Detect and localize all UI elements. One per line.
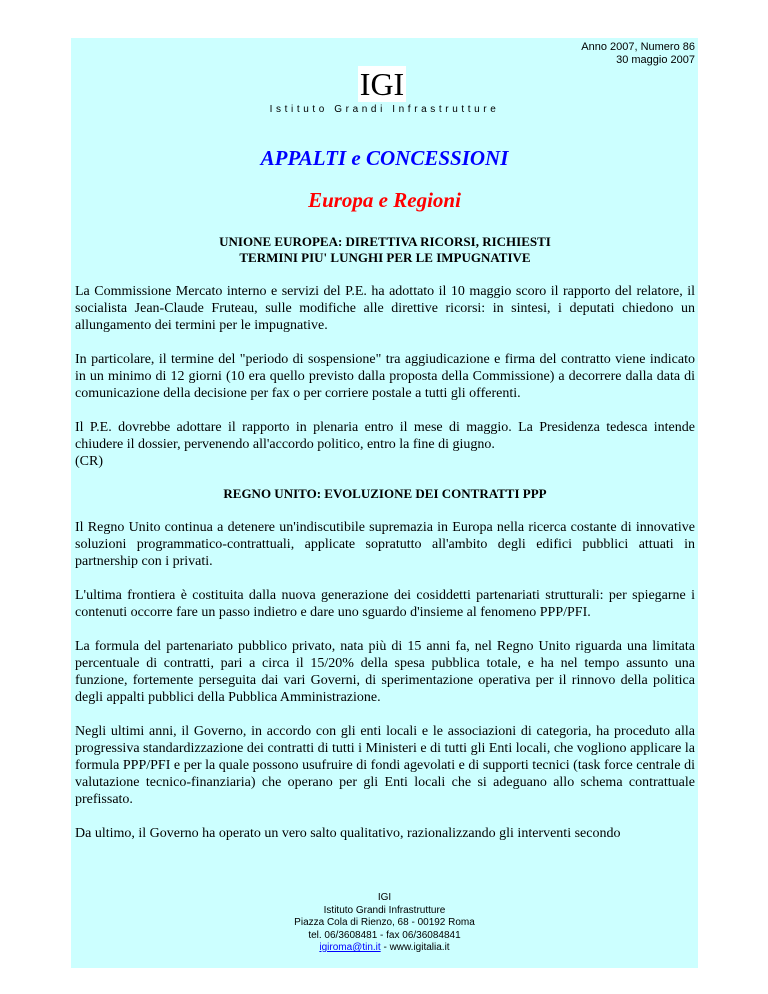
article-body [75, 234, 695, 842]
issue-date: 30 maggio 2007 [616, 54, 695, 66]
newsletter-page [71, 38, 698, 968]
paragraph: La Commissione Mercato interno e servizi del P.E. ha adottato il 10 maggio scoro il rapporto del relatore, il socialista Jean-Claude Fruteau, sulle modifiche alle direttive ricorsi: in sintesi, i deputati chiedono un allungamento dei termini per le impugnative. [75, 284, 695, 333]
issue-number: Anno 2007, Numero 86 [581, 41, 695, 53]
footer-contacts [71, 942, 698, 955]
heading-line-1: UNIONE EUROPEA: DIRETTIVA RICORSI, RICHIESTI [219, 234, 551, 249]
heading-line-2: TERMINI PIU' LUNGHI PER LE IMPUGNATIVE [239, 250, 531, 265]
issue-info [581, 41, 695, 67]
contact-separator: - [380, 942, 390, 953]
paragraph: Negli ultimi anni, il Governo, in accordo con gli enti locali e le associazioni di categoria, ha proceduto alla progressiva standardizzazione dei contratti di tutti i Ministeri e di tutti gli Enti locali, che vogliono applicare la formula PPP/PFI e per la quale possono usufruire di fondi agevolati e di supporti tecnici (task force centrale di valutazione tecnico-finanziaria) che operano per gli Enti locali che si adeguano allo schema contrattuale prefissato. [75, 724, 695, 807]
footer-address: Piazza Cola di Rienzo, 68 - 00192 Roma [294, 917, 475, 928]
paragraph: La formula del partenariato pubblico privato, nata più di 15 anni fa, nel Regno Unito riguarda una limitata percentuale di contratti, pari a circa il 15/20% della spesa pubblica totale, e ha nel tempo assunto una funzione, fortemente perseguita dai vari Governi, di sperimentazione operativa per il rinnovo della politica degli appalti pubblici della Pubblica Amministrazione. [75, 639, 695, 705]
paragraph: Da ultimo, il Governo ha operato un vero salto qualitativo, razionalizzando gli interventi secondo [75, 826, 621, 841]
footer [71, 892, 698, 955]
igi-logo: IGI [359, 66, 405, 102]
paragraph: Il Regno Unito continua a detenere un'indiscutibile supremazia in Europa nella ricerca costante di innovative soluzioni programmatico-contrattuali, applicate sopratutto all'ambito degli edifici pubblici attuati in partnership con i privati. [75, 520, 695, 569]
website-text: www.igitalia.it [389, 942, 450, 953]
footer-name: Istituto Grandi Infrastrutture [323, 904, 446, 916]
footer-phone: tel. 06/3608481 - fax 06/36084841 [308, 929, 461, 941]
paragraph: Il P.E. dovrebbe adottare il rapporto in plenaria entro il mese di maggio. La Presidenza tedesca intende chiudere il dossier, pervenendo all'accordo politico, entro la fine di giugno. [75, 420, 695, 452]
paragraph: L'ultima frontiera è costituita dalla nuova generazione dei cosiddetti partenariati strutturali: per spiegarne i contenuti occorre fare un passo indietro e dare uno sguardo d'insieme al fenomeno PPP/PFI. [75, 588, 695, 620]
newsletter-title: APPALTI e CONCESSIONI [260, 146, 509, 170]
institute-name: Istituto Grandi Infrastrutture [269, 104, 500, 115]
article-heading-uk: REGNO UNITO: EVOLUZIONE DEI CONTRATTI PPP [223, 486, 547, 501]
section-title: Europa e Regioni [308, 188, 461, 212]
paragraph: In particolare, il termine del "periodo di sospensione" tra aggiudicazione e firma del contratto viene indicato in un minimo di 12 giorni (10 era quello previsto dalla proposta della Commissione) a decorrere dalla data di comunicazione della decisione per fax o per corriere postale a tutti gli offerenti. [75, 352, 695, 401]
article-heading-eu [75, 234, 695, 266]
footer-org: IGI [377, 892, 392, 903]
email-link[interactable]: igiroma@tin.it [319, 942, 381, 953]
signature: (CR) [75, 454, 103, 469]
